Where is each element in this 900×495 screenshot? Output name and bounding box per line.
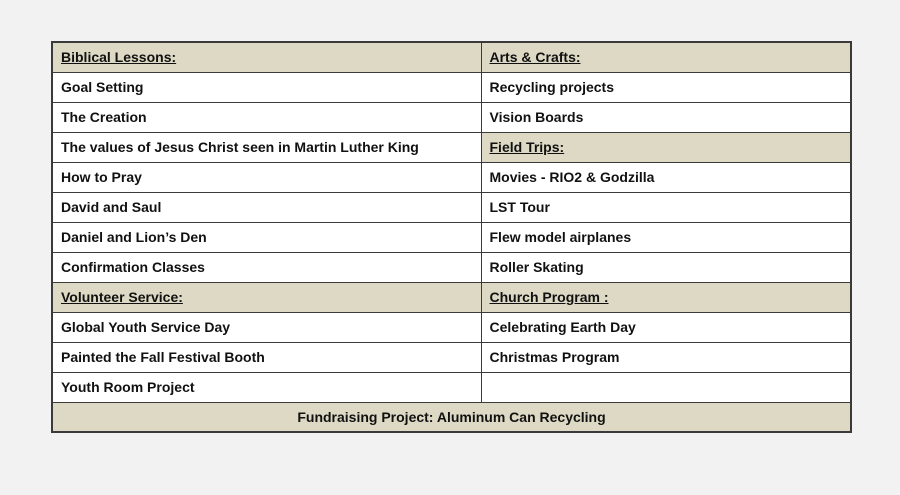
table-cell: Flew model airplanes	[481, 222, 851, 252]
table-cell: Goal Setting	[52, 72, 481, 102]
table-row	[52, 102, 851, 132]
table-cell: David and Saul	[52, 192, 481, 222]
table-cell: Christmas Program	[481, 342, 851, 372]
table-cell: Global Youth Service Day	[52, 312, 481, 342]
table-cell: Confirmation Classes	[52, 252, 481, 282]
section-header-biblical-lessons: Biblical Lessons:	[52, 42, 481, 72]
table-cell: The Creation	[52, 102, 481, 132]
table-row	[52, 72, 851, 102]
activities-table	[51, 41, 852, 433]
table-cell: How to Pray	[52, 162, 481, 192]
table-cell: Vision Boards	[481, 102, 851, 132]
section-header-church-program: Church Program :	[481, 282, 851, 312]
table-cell: Roller Skating	[481, 252, 851, 282]
section-header-field-trips: Field Trips:	[481, 132, 851, 162]
table-cell: LST Tour	[481, 192, 851, 222]
table-row	[52, 342, 851, 372]
table-row	[52, 372, 851, 402]
table-cell: Recycling projects	[481, 72, 851, 102]
table-row	[52, 252, 851, 282]
table-row	[52, 42, 851, 72]
table-row	[52, 192, 851, 222]
table-cell: The values of Jesus Christ seen in Martin Luther King	[52, 132, 481, 162]
section-header-volunteer-service: Volunteer Service:	[52, 282, 481, 312]
table-row	[52, 132, 851, 162]
table-row	[52, 312, 851, 342]
table-cell: Movies - RIO2 & Godzilla	[481, 162, 851, 192]
table-row	[52, 222, 851, 252]
table-cell: Daniel and Lion’s Den	[52, 222, 481, 252]
table-row	[52, 282, 851, 312]
activities-table-body	[52, 42, 851, 432]
table-cell: Celebrating Earth Day	[481, 312, 851, 342]
table-row	[52, 162, 851, 192]
table-cell: Painted the Fall Festival Booth	[52, 342, 481, 372]
table-row	[52, 402, 851, 432]
section-header-arts-crafts: Arts & Crafts:	[481, 42, 851, 72]
fundraising-footer: Fundraising Project: Aluminum Can Recycling	[52, 402, 851, 432]
table-cell-empty	[481, 372, 851, 402]
table-cell: Youth Room Project	[52, 372, 481, 402]
